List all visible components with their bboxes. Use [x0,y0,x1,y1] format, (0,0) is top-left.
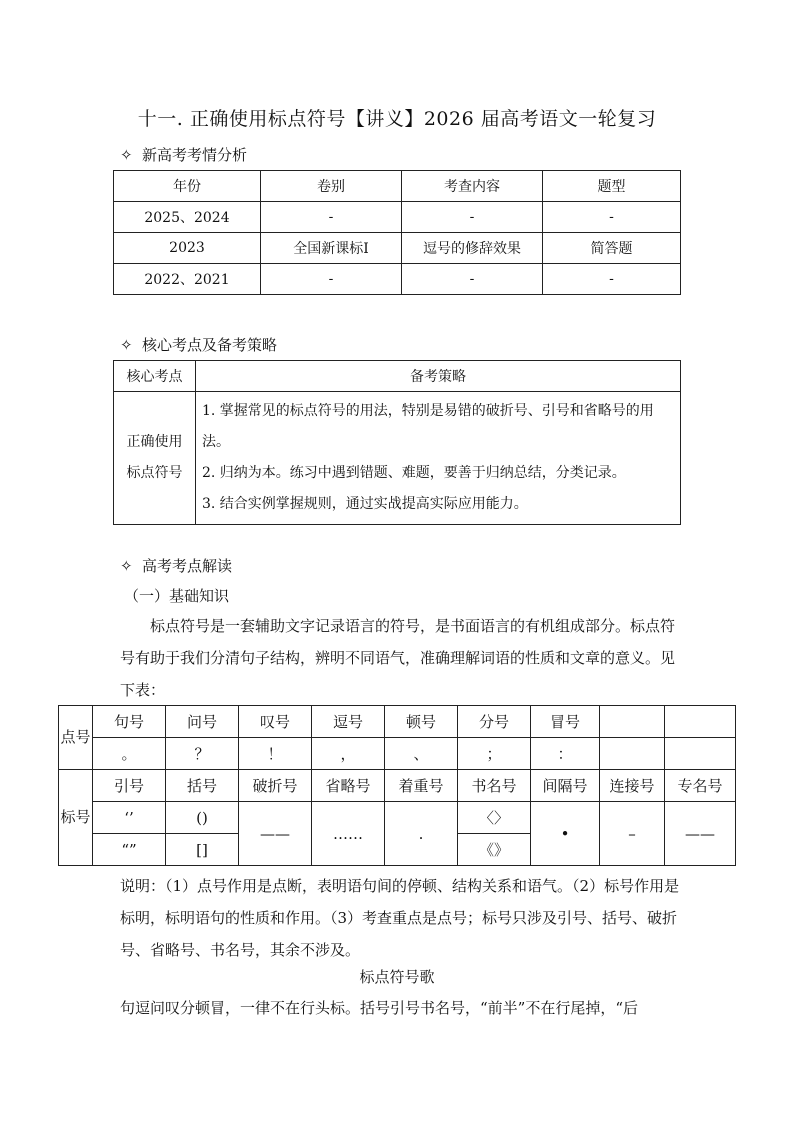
table-cell: 简答题 [543,233,681,264]
section-heading-core: ✧ 核心考点及备考策略 [120,336,278,354]
table-cell: 《》 [458,834,531,866]
subheading-basics: （一）基础知识 [124,587,230,605]
diamond-bullet-icon: ✧ [120,557,133,575]
table-header-cell: 年份 [114,171,261,202]
table-header-cell: 考查内容 [402,171,543,202]
table-cell: ， [312,738,385,770]
punctuation-table [58,705,736,866]
diamond-bullet-icon: ✧ [120,336,133,354]
table-cell: [] [166,834,239,866]
table-row [114,202,681,233]
table-cell: 着重号 [385,770,458,802]
table-cell: - [543,264,681,295]
table-cell: 间隔号 [531,770,600,802]
diamond-bullet-icon: ✧ [120,146,133,164]
table-cell: 全国新课标I [261,233,402,264]
table-cell: 分号 [458,706,531,738]
table-cell: 省略号 [312,770,385,802]
table-cell [600,706,665,738]
song-title: 标点符号歌 [359,968,435,986]
table-cell: 2022、2021 [114,264,261,295]
page-title: 十一. 正确使用标点符号【讲义】2026 届高考语文一轮复习 [137,108,657,130]
table-cell: 逗号 [312,706,385,738]
biao-label: 标号 [59,770,93,866]
table-cell: 连接号 [600,770,665,802]
section-heading-analysis: ✧ 新高考考情分析 [120,146,248,164]
table-cell: 括号 [166,770,239,802]
table-cell: - [402,202,543,233]
table-cell: “” [93,834,166,866]
table-cell: 。 [93,738,166,770]
strategy-table [113,360,681,525]
table-header-cell: 核心考点 [114,361,196,392]
strategy-cell [196,392,681,525]
dian-label: 点号 [59,706,93,770]
table-cell: 、 [385,738,458,770]
core-point-cell: 正确使用标点符号 [114,392,196,525]
table-cell: . [385,802,458,866]
strategy-item: 1. 掌握常见的标点符号的用法，特别是易错的破折号、引号和省略号的用法。 [202,403,654,450]
table-cell: ： [531,738,600,770]
explain-paragraph: 说明：（1）点号作用是点断，表明语句间的停顿、结构关系和语气。（2）标号作用是标明，标明语句的性质和作用。（3）考查重点是点号；标号只涉及引号、括号、破折号、省略号、书名号，其余不涉及。 [120,877,680,959]
strategy-item: 2. 归纳为本。练习中遇到错题、难题，要善于归纳总结，分类记录。 [202,465,626,481]
table-cell: 逗号的修辞效果 [402,233,543,264]
song-text: 句逗问叹分顿冒，一律不在行头标。括号引号书名号，“前半”不在行尾掉，“后 [120,999,639,1017]
table-cell: 书名号 [458,770,531,802]
table-cell: 〈〉 [458,802,531,834]
table-cell: ？ [166,738,239,770]
table-cell: - [543,202,681,233]
table-cell: () [166,802,239,834]
table-cell: 问号 [166,706,239,738]
table-cell: ； [458,738,531,770]
table-header-cell: 卷别 [261,171,402,202]
table-cell: - [261,202,402,233]
table-cell: —— [239,802,312,866]
table-header-cell: 题型 [543,171,681,202]
table-cell: ‘’ [93,802,166,834]
table-cell: —— [665,802,736,866]
exam-analysis-table [113,170,681,295]
table-cell: 专名号 [665,770,736,802]
table-cell: ！ [239,738,312,770]
table-row [114,233,681,264]
table-cell: …… [312,802,385,866]
table-cell: - [261,264,402,295]
strategy-item: 3. 结合实例掌握规则，通过实战提高实际应用能力。 [202,496,528,512]
table-cell: 叹号 [239,706,312,738]
table-cell: 冒号 [531,706,600,738]
table-row [114,392,681,525]
table-cell: 破折号 [239,770,312,802]
table-cell: – [600,802,665,866]
table-header-row [114,361,681,392]
table-cell: 引号 [93,770,166,802]
table-cell: - [402,264,543,295]
basics-paragraph: 标点符号是一套辅助文字记录语言的符号，是书面语言的有机组成部分。标点符号有助于我们分清句子结构，辨明不同语气，准确理解词语的性质和文章的意义。见下表： [120,617,676,699]
table-cell: 2023 [114,233,261,264]
section-heading-interpret: ✧ 高考考点解读 [120,557,233,575]
table-cell: 2025、2024 [114,202,261,233]
table-cell [600,738,665,770]
table-row [114,264,681,295]
table-cell [665,738,736,770]
table-cell: • [531,802,600,866]
table-cell: 顿号 [385,706,458,738]
table-header-cell: 备考策略 [196,361,681,392]
table-header-row [114,171,681,202]
table-cell: 句号 [93,706,166,738]
table-cell [665,706,736,738]
